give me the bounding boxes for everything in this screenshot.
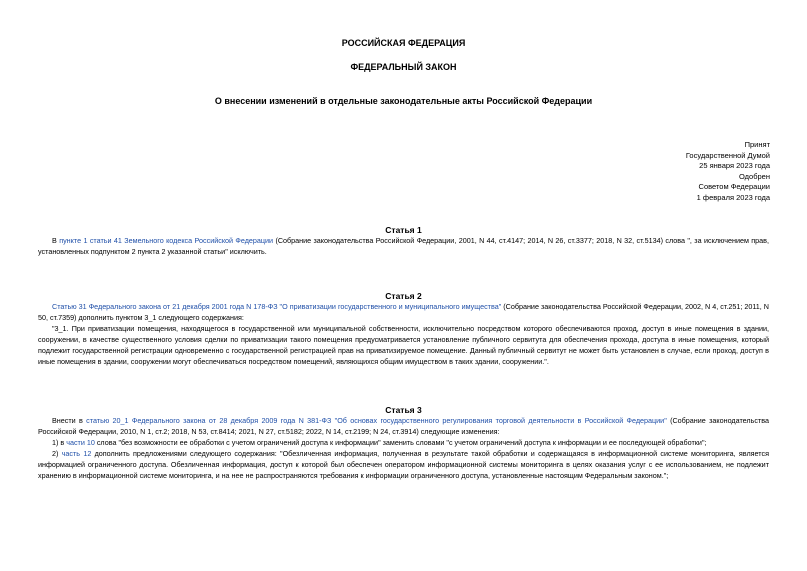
country-heading: РОССИЙСКАЯ ФЕДЕРАЦИЯ	[341, 38, 466, 48]
item-1-pre: 1) в	[52, 437, 67, 447]
article-3-item-1	[38, 437, 769, 448]
privatization-law-link[interactable]: Статью 31 Федерального закона от 21 декабря 2001 года N 178-ФЗ "О приватизации государственного и муниципального имущества"	[52, 301, 502, 311]
law-type-heading: ФЕДЕРАЛЬНЫЙ ЗАКОН	[350, 62, 457, 72]
accepted-by: Государственной Думой	[685, 150, 770, 160]
part-12-link[interactable]: часть 12	[61, 448, 92, 458]
approved-label: Одобрен	[739, 171, 770, 181]
part-10-link[interactable]: части 10	[66, 437, 95, 447]
trade-law-link[interactable]: статью 20_1 Федерального закона от 28 декабря 2009 года N 381-ФЗ "Об основах государственного регулирования торговой деятельности в Российской Федерации"	[86, 415, 667, 425]
article-2-title: Статья 2	[385, 290, 422, 301]
article-2-quote: "3_1. При приватизации помещения, находящегося в государственной или муниципальной собственности, исключительно посредством которого обеспечиваются проход, доступ в иные помещения в здании, сооружении, в качестве существенного условия сделки по приватизации такого помещения предусматривается установление публичного сервитута для обеспечения прохода, доступа в иные помещения, который подлежит государственной регистрации одновременно с государственной регистрацией прав на приватизируемое помещение. Данный публичный сервитут не может быть установлен в случае, если проход, доступ в иные помещения в здании, сооружении могут обеспечиваться посредством помещений, являющихся общим имуществом в таких здании, сооружении.".	[38, 323, 769, 366]
article-1-pre: В	[52, 235, 60, 245]
law-title: О внесении изменений в отдельные законодательные акты Российской Федерации	[214, 96, 593, 106]
article-1-text	[38, 235, 769, 257]
article-3-item-2	[38, 448, 769, 481]
article-2-text	[38, 301, 769, 323]
accepted-date: 25 января 2023 года	[699, 161, 770, 171]
approved-date: 1 февраля 2023 года	[696, 192, 770, 202]
article-3-text	[38, 415, 769, 437]
item-2-post: дополнить предложениями следующего содержания: "Обезличенная информация, полученная в результате такой обработки и содержащаяся в информационной системе мониторинга, является информацией ограниченного доступа. Обезличенная информация, доступ к которой был обеспечен оператором информационной системы мониторинга в целях оказания услуг с ее использованием, не подлежит хранению в информационной системе мониторинга, и на нее не распространяются требования к информации ограниченного доступа, установленные настоящим Федеральным законом.";	[38, 448, 769, 480]
article-1-title: Статья 1	[385, 224, 422, 235]
article-1-post: (Собрание законодательства Российской Федерации, 2001, N 44, ст.4147; 2014, N 26, ст.3377; 2018, N 32, ст.5134) слова ", за исключением прав, установленных подпунктом 2 пункта 2 указанной статьи" исключить.	[38, 235, 769, 256]
approved-by: Советом Федерации	[698, 182, 770, 192]
accepted-label: Принят	[744, 140, 770, 149]
item-2-pre: 2)	[52, 448, 62, 458]
land-code-link[interactable]: пункте 1 статьи 41 Земельного кодекса Российской Федерации	[59, 235, 274, 245]
acceptance-block	[38, 140, 770, 204]
article-3-post: (Собрание законодательства Российской Федерации, 2010, N 1, ст.2; 2018, N 53, ст.8414; 2021, N 27, ст.5182; 2022, N 14, ст.2199; N 24, ст.3914) следующие изменения:	[38, 415, 769, 436]
article-2-post: (Собрание законодательства Российской Федерации, 2002, N 4, ст.251; 2011, N 50, ст.7359) дополнить пунктом 3_1 следующего содержания:	[38, 301, 769, 322]
article-3-pre: Внести в	[52, 415, 87, 425]
item-1-post: слова "без возможности ее обработки с учетом ограничений доступа к информации" заменить словами "с учетом ограничений доступа к информации и ее последующей обработки";	[94, 437, 707, 447]
article-3-title: Статья 3	[385, 404, 422, 415]
